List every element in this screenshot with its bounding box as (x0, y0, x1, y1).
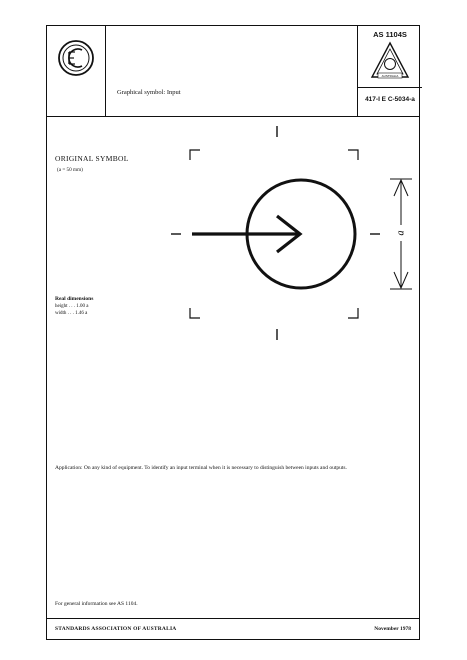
corner-mark-bottom-right (348, 308, 358, 318)
issue-date: November 1978 (374, 626, 411, 632)
logo-lettering: AUSTRALIA (381, 74, 399, 78)
symbol-title: Graphical symbol: Input (117, 89, 181, 96)
standard-number: AS 1104S (373, 30, 407, 39)
dimension-label: a (395, 230, 407, 236)
general-information: For general information see AS 1104. (55, 601, 138, 607)
original-symbol-heading: ORIGINAL SYMBOL (55, 154, 129, 163)
organization-name: STANDARDS ASSOCIATION OF AUSTRALIA (55, 626, 177, 632)
real-dimensions-heading: Real dimensions (55, 296, 94, 302)
real-dimensions-width: width . . . 1.46 a (55, 311, 88, 316)
original-symbol-scale: (a = 50 mm) (57, 167, 83, 173)
corner-mark-top-left (190, 150, 200, 160)
real-dimensions-height: height . . . 1.00 a (55, 304, 89, 309)
corner-mark-top-right (348, 150, 358, 160)
corner-mark-bottom-left (190, 308, 200, 318)
symbol-drawing (47, 26, 421, 641)
iec-reference: 417-I E C-5034-a (365, 96, 415, 103)
standard-sheet (46, 25, 420, 640)
application-text: Application: On any kind of equipment. To identify an input terminal when it is necessary to distinguish between inputs and outputs. (55, 465, 347, 471)
